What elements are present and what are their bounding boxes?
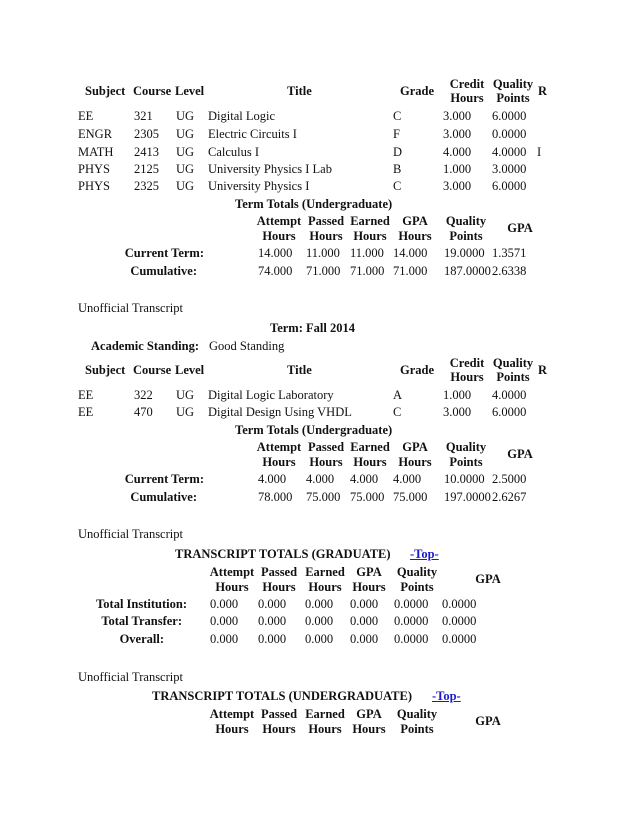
term-totals-title: Term Totals (Undergraduate) bbox=[235, 197, 393, 211]
col-r: R bbox=[538, 363, 548, 377]
cell-grade: A bbox=[393, 388, 403, 402]
cell-gpa-hours: 0.000 bbox=[350, 632, 379, 646]
col-gpa: GPA bbox=[475, 714, 501, 728]
cell-gpa-hours: 14.000 bbox=[393, 246, 428, 260]
cell-gpa: 2.6338 bbox=[492, 264, 527, 278]
col-gpa: GPA bbox=[507, 221, 533, 235]
cell-hours: 3.000 bbox=[443, 109, 472, 123]
cell-attempt: 0.000 bbox=[210, 614, 239, 628]
cell-quality-points: 0.0000 bbox=[394, 597, 429, 611]
col-gpa-hours: GPA bbox=[402, 214, 428, 228]
cell-passed: 0.000 bbox=[258, 614, 287, 628]
cell-points: 0.0000 bbox=[492, 127, 527, 141]
cell-points: 4.0000 bbox=[492, 145, 527, 159]
cell-grade: F bbox=[393, 127, 400, 141]
cell-quality-points: 19.0000 bbox=[444, 246, 485, 260]
col-grade: Grade bbox=[400, 84, 435, 98]
cell-level: UG bbox=[176, 388, 195, 402]
cell-gpa: 0.0000 bbox=[442, 614, 477, 628]
cell-hours: 1.000 bbox=[443, 388, 472, 402]
cell-title: Electric Circuits I bbox=[208, 127, 297, 141]
cell-quality-points: 0.0000 bbox=[394, 632, 429, 646]
cell-quality-points: 187.0000 bbox=[444, 264, 491, 278]
graduate-totals-title: TRANSCRIPT TOTALS (GRADUATE) bbox=[175, 547, 391, 561]
cell-passed: 75.000 bbox=[306, 490, 341, 504]
cell-gpa: 2.5000 bbox=[492, 472, 527, 486]
cell-course: 2413 bbox=[134, 145, 159, 159]
cell-gpa-hours: 0.000 bbox=[350, 614, 379, 628]
cell-passed: 0.000 bbox=[258, 632, 287, 646]
cell-title: Digital Logic bbox=[208, 109, 275, 123]
cell-quality-points: 0.0000 bbox=[394, 614, 429, 628]
cell-earned: 71.000 bbox=[350, 264, 385, 278]
col-passed-hours: Hours bbox=[262, 580, 296, 594]
cell-level: UG bbox=[176, 109, 195, 123]
col-passed-hours: Hours bbox=[309, 455, 343, 469]
col-attempt-hours: Hours bbox=[215, 580, 249, 594]
col-subject: Subject bbox=[85, 84, 126, 98]
col-grade: Grade bbox=[400, 363, 435, 377]
col-attempt: Attempt bbox=[209, 565, 255, 579]
col-course: Course bbox=[133, 84, 172, 98]
cell-hours: 1.000 bbox=[443, 162, 472, 176]
cell-passed: 4.000 bbox=[306, 472, 335, 486]
top-link[interactable]: -Top- bbox=[410, 547, 439, 561]
cell-course: 2305 bbox=[134, 127, 159, 141]
cell-attempt: 0.000 bbox=[210, 597, 239, 611]
col-quality-points: Points bbox=[496, 370, 530, 384]
col-earned: Earned bbox=[350, 440, 390, 454]
cell-gpa: 2.6267 bbox=[492, 490, 527, 504]
row-label: Current Term: bbox=[124, 246, 204, 260]
cell-attempt: 4.000 bbox=[258, 472, 287, 486]
col-quality: Quality bbox=[445, 440, 487, 454]
col-quality: Quality bbox=[492, 77, 534, 91]
cell-gpa-hours: 71.000 bbox=[393, 264, 428, 278]
col-earned: Earned bbox=[350, 214, 390, 228]
col-quality: Quality bbox=[396, 707, 438, 721]
unofficial-transcript-label: Unofficial Transcript bbox=[78, 670, 183, 684]
cell-level: UG bbox=[176, 127, 195, 141]
cell-level: UG bbox=[176, 405, 195, 419]
cell-title: Digital Design Using VHDL bbox=[208, 405, 352, 419]
cell-course: 322 bbox=[134, 388, 153, 402]
col-passed-hours: Hours bbox=[262, 722, 296, 736]
cell-grade: C bbox=[393, 405, 402, 419]
cell-level: UG bbox=[176, 179, 195, 193]
row-label: Current Term: bbox=[124, 472, 204, 486]
col-quality: Quality bbox=[396, 565, 438, 579]
col-gpa-hours: GPA bbox=[356, 707, 382, 721]
col-gpa-hours-2: Hours bbox=[352, 722, 386, 736]
term-totals-title: Term Totals (Undergraduate) bbox=[235, 423, 393, 437]
col-attempt-hours: Hours bbox=[262, 455, 296, 469]
col-quality-points: Points bbox=[496, 91, 530, 105]
col-earned-hours: Hours bbox=[308, 580, 342, 594]
cell-r: I bbox=[537, 145, 542, 159]
col-gpa: GPA bbox=[475, 572, 501, 586]
col-passed: Passed bbox=[260, 565, 298, 579]
cell-grade: D bbox=[393, 145, 403, 159]
col-earned: Earned bbox=[305, 565, 345, 579]
col-level: Level bbox=[175, 363, 205, 377]
col-gpa-hours: GPA bbox=[356, 565, 382, 579]
cell-quality-points: 10.0000 bbox=[444, 472, 485, 486]
cell-gpa: 0.0000 bbox=[442, 632, 477, 646]
cell-gpa-hours: 0.000 bbox=[350, 597, 379, 611]
col-credit: Credit bbox=[449, 77, 485, 91]
cell-subject: EE bbox=[78, 109, 94, 123]
cell-earned: 4.000 bbox=[350, 472, 379, 486]
col-r: R bbox=[538, 84, 548, 98]
cell-points: 3.0000 bbox=[492, 162, 527, 176]
cell-passed: 0.000 bbox=[258, 597, 287, 611]
cell-hours: 4.000 bbox=[443, 145, 472, 159]
cell-subject: MATH bbox=[78, 145, 114, 159]
cell-earned: 0.000 bbox=[305, 597, 334, 611]
cell-earned: 0.000 bbox=[305, 614, 334, 628]
cell-points: 6.0000 bbox=[492, 109, 527, 123]
row-label: Overall: bbox=[119, 632, 164, 646]
col-passed: Passed bbox=[307, 214, 345, 228]
unofficial-transcript-label: Unofficial Transcript bbox=[78, 301, 183, 315]
cell-subject: ENGR bbox=[78, 127, 113, 141]
cell-course: 2125 bbox=[134, 162, 159, 176]
col-quality: Quality bbox=[445, 214, 487, 228]
col-quality: Quality bbox=[492, 356, 534, 370]
col-course: Course bbox=[133, 363, 172, 377]
cell-earned: 0.000 bbox=[305, 632, 334, 646]
cell-attempt: 14.000 bbox=[258, 246, 293, 260]
cell-level: UG bbox=[176, 162, 195, 176]
row-label: Cumulative: bbox=[130, 490, 197, 504]
row-label: Cumulative: bbox=[130, 264, 197, 278]
cell-points: 4.0000 bbox=[492, 388, 527, 402]
col-attempt-hours: Hours bbox=[215, 722, 249, 736]
cell-title: Digital Logic Laboratory bbox=[208, 388, 334, 402]
col-gpa-hours-2: Hours bbox=[352, 580, 386, 594]
cell-grade: B bbox=[393, 162, 402, 176]
cell-level: UG bbox=[176, 145, 195, 159]
cell-title: Calculus I bbox=[208, 145, 260, 159]
col-gpa-hours-2: Hours bbox=[398, 229, 432, 243]
col-attempt-hours: Hours bbox=[262, 229, 296, 243]
cell-gpa: 0.0000 bbox=[442, 597, 477, 611]
col-gpa: GPA bbox=[507, 447, 533, 461]
col-quality-points: Points bbox=[449, 455, 483, 469]
col-credit-hours: Hours bbox=[450, 91, 484, 105]
cell-grade: C bbox=[393, 179, 402, 193]
cell-passed: 71.000 bbox=[306, 264, 341, 278]
cell-passed: 11.000 bbox=[306, 246, 340, 260]
col-passed: Passed bbox=[307, 440, 345, 454]
cell-title: University Physics I bbox=[208, 179, 310, 193]
col-earned-hours: Hours bbox=[308, 722, 342, 736]
col-attempt: Attempt bbox=[256, 214, 302, 228]
cell-course: 2325 bbox=[134, 179, 159, 193]
cell-points: 6.0000 bbox=[492, 405, 527, 419]
cell-subject: PHYS bbox=[78, 179, 110, 193]
cell-points: 6.0000 bbox=[492, 179, 527, 193]
col-quality-points: Points bbox=[400, 722, 434, 736]
cell-course: 470 bbox=[134, 405, 153, 419]
col-title: Title bbox=[287, 363, 312, 377]
cell-hours: 3.000 bbox=[443, 405, 472, 419]
col-subject: Subject bbox=[85, 363, 126, 377]
row-label: Total Transfer: bbox=[101, 614, 182, 628]
row-label: Total Institution: bbox=[96, 597, 187, 611]
cell-hours: 3.000 bbox=[443, 127, 472, 141]
cell-gpa-hours: 75.000 bbox=[393, 490, 428, 504]
academic-standing-value: Good Standing bbox=[209, 339, 285, 353]
col-passed-hours: Hours bbox=[309, 229, 343, 243]
cell-gpa-hours: 4.000 bbox=[393, 472, 422, 486]
cell-grade: C bbox=[393, 109, 402, 123]
unofficial-transcript-label: Unofficial Transcript bbox=[78, 527, 183, 541]
cell-course: 321 bbox=[134, 109, 153, 123]
cell-earned: 75.000 bbox=[350, 490, 385, 504]
col-earned-hours: Hours bbox=[353, 229, 387, 243]
col-earned-hours: Hours bbox=[353, 455, 387, 469]
cell-quality-points: 197.0000 bbox=[444, 490, 491, 504]
cell-attempt: 78.000 bbox=[258, 490, 293, 504]
col-gpa-hours-2: Hours bbox=[398, 455, 432, 469]
col-attempt: Attempt bbox=[209, 707, 255, 721]
cell-hours: 3.000 bbox=[443, 179, 472, 193]
col-passed: Passed bbox=[260, 707, 298, 721]
col-earned: Earned bbox=[305, 707, 345, 721]
col-credit: Credit bbox=[449, 356, 485, 370]
top-link[interactable]: -Top- bbox=[432, 689, 461, 703]
col-quality-points: Points bbox=[449, 229, 483, 243]
col-level: Level bbox=[175, 84, 205, 98]
academic-standing-label: Academic Standing: bbox=[91, 339, 199, 353]
cell-gpa: 1.3571 bbox=[492, 246, 527, 260]
cell-subject: EE bbox=[78, 388, 94, 402]
col-gpa-hours: GPA bbox=[402, 440, 428, 454]
cell-attempt: 74.000 bbox=[258, 264, 293, 278]
cell-subject: PHYS bbox=[78, 162, 110, 176]
term-heading: Term: Fall 2014 bbox=[270, 321, 355, 335]
cell-subject: EE bbox=[78, 405, 94, 419]
cell-title: University Physics I Lab bbox=[208, 162, 332, 176]
cell-attempt: 0.000 bbox=[210, 632, 239, 646]
col-credit-hours: Hours bbox=[450, 370, 484, 384]
cell-earned: 11.000 bbox=[350, 246, 384, 260]
col-attempt: Attempt bbox=[256, 440, 302, 454]
undergraduate-totals-title: TRANSCRIPT TOTALS (UNDERGRADUATE) bbox=[152, 689, 412, 703]
col-title: Title bbox=[287, 84, 312, 98]
col-quality-points: Points bbox=[400, 580, 434, 594]
